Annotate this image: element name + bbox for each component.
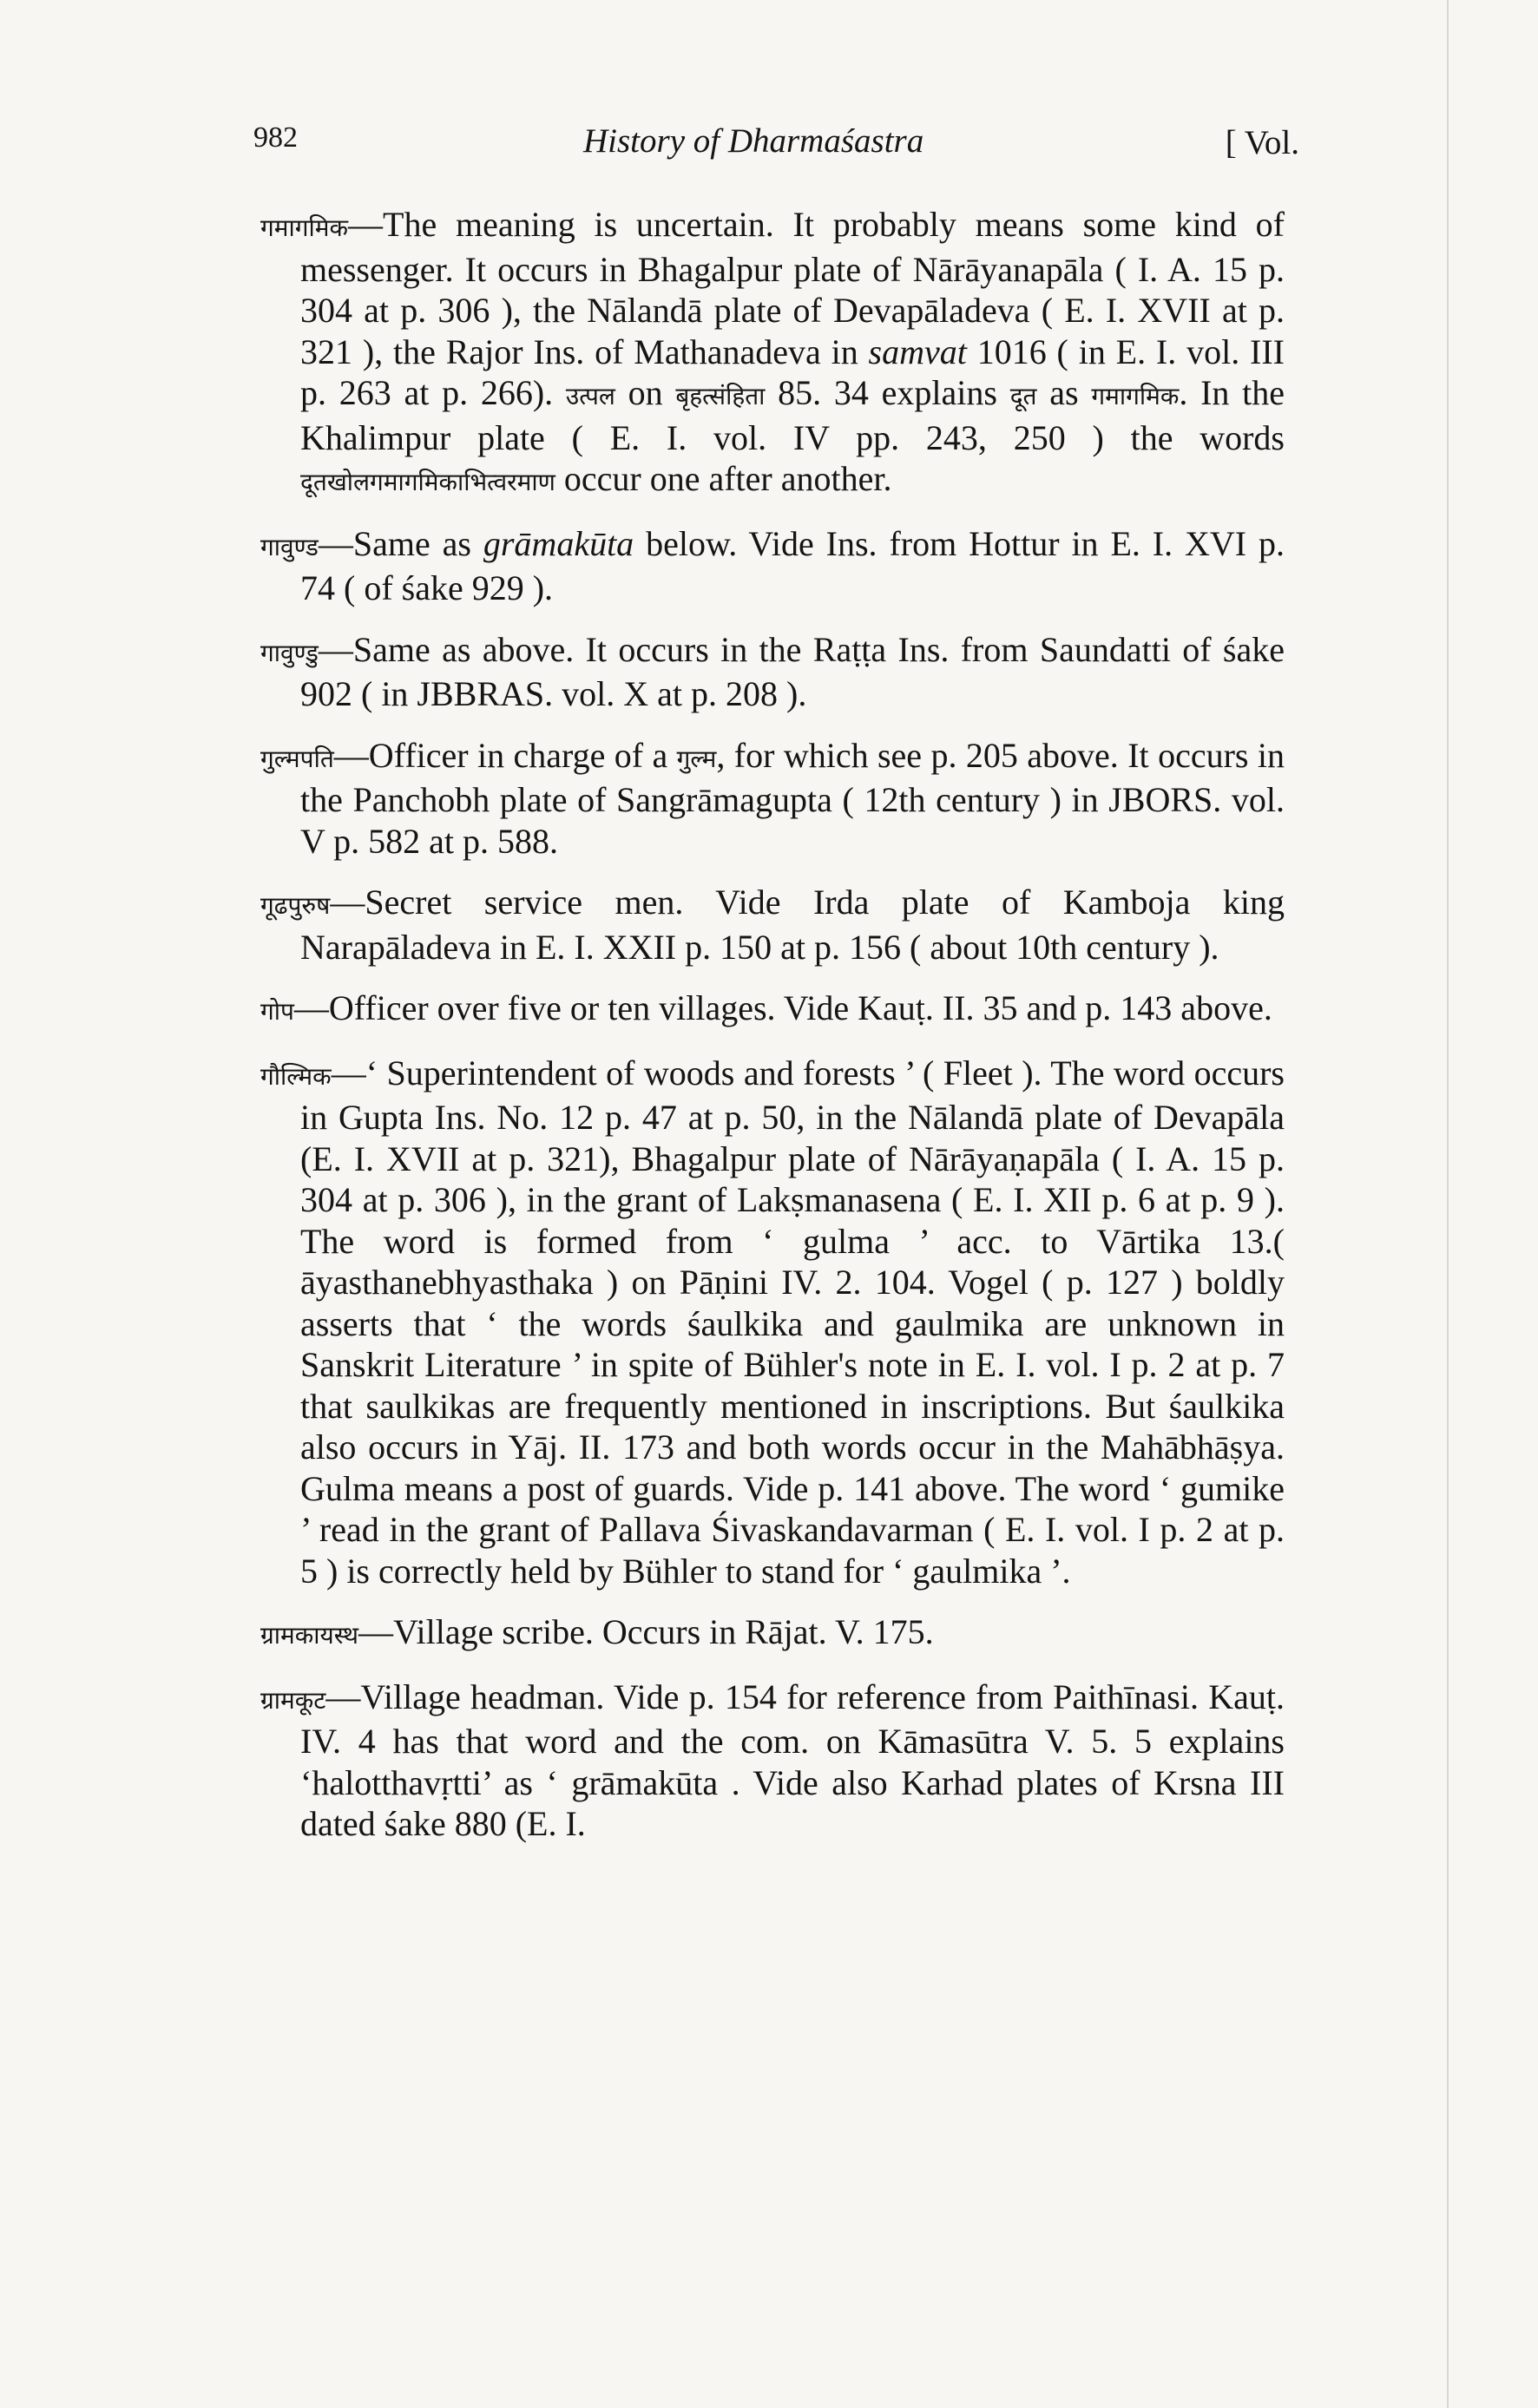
glossary-entry: गमागमिक—The meaning is uncertain. It probably means some kind of messenger. It occurs in Bhagalpur plate of Nārāyanapāla ( I. A. 15 p. 304 at p. 306 ), the Nālandā plate of Devapāladeva ( E. I. XVII at p. 321 ), the Rajor Ins. of Mathanadeva in samvat 1016 ( in E. I. vol. III p. 263 at p. 266). उत्पल on बृहत्संहिता 85. 34 explains दूत as गमागमिक. In the Khalimpur plate ( E. I. vol. IV pp. 243, 250 ) the words दूतखोलगमागमिकाभित्वरमाण occur one after another. (260, 205, 1285, 498)
glossary-entry: गूढपुरुष—Secret service men. Vide Irda plate of Kamboja king Narapāladeva in E. I. XXII p. 150 at p. 156 ( about 10th century ). (260, 882, 1285, 967)
entry-headword: गौल्मिक (260, 1061, 332, 1091)
entry-headword: गुल्मपति (260, 744, 334, 773)
entry-headword: गोप (260, 997, 294, 1026)
glossary-entry: ग्रामकायस्थ—Village scribe. Occurs in Rājat. V. 175. (260, 1612, 934, 1651)
page-edge-line (1447, 0, 1449, 2408)
page-number: 982 (253, 121, 298, 154)
glossary-entry: गुल्मपति—Officer in charge of a गुल्म, for which see p. 205 above. It occurs in the Panchobh plate of Sangrāmagupta ( 12th century ) in JBORS. vol. V p. 582 at p. 588. (260, 735, 1285, 861)
glossary-entry: गावुण्डु—Same as above. It occurs in the Raṭṭa Ins. from Saundatti of śake 902 ( in JBBRAS. vol. X at p. 208 ). (260, 629, 1285, 713)
entry-headword: गावुण्डु (260, 638, 319, 667)
glossary-entry: ग्रामकूट—Village headman. Vide p. 154 for reference from Paithīnasi. Kauṭ. IV. 4 has that word and the com. on Kāmasūtra V. 5. 5 explains ‘halotthavṛtti’ as ‘ grāmakūta . Vide also Karhad plates of Krsna III dated śake 880 (E. I. (260, 1676, 1285, 1843)
entry-headword: ग्रामकूट (260, 1685, 326, 1715)
glossary-entry: गावुण्ड—Same as grāmakūta below. Vide Ins. from Hottur in E. I. XVI p. 74 ( of śake 929 ). (260, 523, 1285, 607)
running-title: History of Dharmaśastra (583, 122, 924, 160)
volume-label: [ Vol. (1225, 124, 1299, 161)
entry-headword: गावुण्ड (260, 532, 319, 561)
glossary-body (260, 204, 1285, 1865)
entry-headword: गमागमिक (260, 213, 349, 242)
entry-headword: ग्रामकायस्थ (260, 1621, 359, 1650)
entry-headword: गूढपुरुष (260, 891, 331, 920)
running-header (253, 121, 1299, 182)
glossary-entry: गौल्मिक—‘ Superintendent of woods and forests ’ ( Fleet ). The word occurs in Gupta Ins. No. 12 p. 47 at p. 50, in the Nālandā plate of Devapāla (E. I. XVII at p. 321), Bhagalpur plate of Nārāyaṇapāla ( I. A. 15 p. 304 at p. 306 ), in the grant of Lakṣmanasena ( E. I. XII p. 6 at p. 9 ). The word is formed from ‘ gulma ’ acc. to Vārtika 13.( āyasthanebhyasthaka ) on Pāṇini IV. 2. 104. Vogel ( p. 127 ) boldly asserts that ‘ the words śaulkika and gaulmika are unknown in Sanskrit Literature ’ in spite of Bühler's note in E. I. vol. I p. 2 at p. 7 that saulkikas are frequently mentioned in inscriptions. But śaulkika also occurs in Yāj. II. 173 and both words occur in the Mahābhāṣya. Gulma means a post of guards. Vide p. 141 above. The word ‘ gumike ’ read in the grant of Pallava Śivaskandavarman ( E. I. vol. I p. 2 at p. 5 ) is correctly held by Bühler to stand for ‘ gaulmika ’. (260, 1053, 1285, 1591)
glossary-entry: गोप—Officer over five or ten villages. Vide Kauṭ. II. 35 and p. 143 above. (260, 988, 1272, 1027)
